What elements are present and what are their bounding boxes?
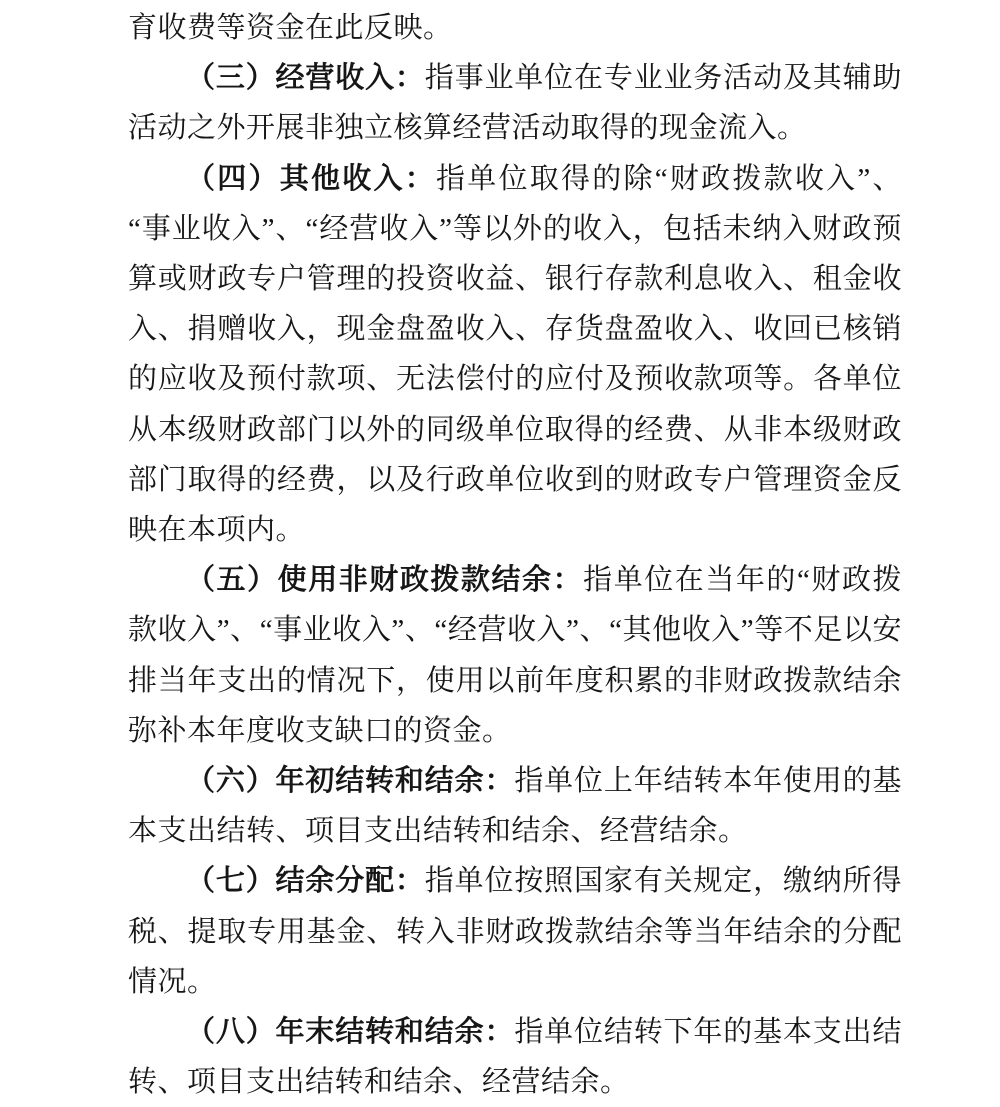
paragraph-body: 指单位按照国家有关规定，缴纳所得税、提取专用基金、转入非财政拨款结余等当年结余的分配情况。 (128, 865, 902, 998)
paragraph-body: 指单位取得的除“财政拨款收入”、“事业收入”、“经营收入”等以外的收入，包括未纳入财政预算或财政专户管理的投资收益、银行存款利息收入、租金收入、捐赠收入，现金盘盈收入、存货盘盈收入、收回已核销的应收及预付款项、无法偿付的应付及预收款项等。各单位从本级财政部门以外的同级单位取得的经费、从非本级财政部门取得的经费，以及行政单位收到的财政专户管理资金反映在本项内。 (128, 162, 902, 547)
paragraph-item-7-surplus-distribution (128, 856, 902, 1007)
paragraph-lead: （五）使用非财政拨款结余： (186, 564, 584, 597)
paragraph-item-5-use-of-non-fiscal-surplus (128, 555, 902, 756)
paragraph-lead: （六）年初结转和结余： (186, 765, 515, 798)
paragraph-item-6-beginning-year-carryover (128, 756, 902, 856)
paragraph-lead: （三）经营收入： (186, 62, 425, 95)
paragraph-body: 指事业单位在专业业务活动及其辅助活动之外开展非独立核算经营活动取得的现金流入。 (128, 62, 902, 145)
paragraph-lead: （七）结余分配： (186, 865, 425, 898)
paragraph-body: 育收费等资金在此反映。 (128, 12, 453, 44)
paragraph-body: 指单位上年结转本年使用的基本支出结转、项目支出结转和结余、经营结余。 (128, 765, 902, 848)
paragraph-item-3-operating-income (128, 53, 902, 153)
paragraph-item-8-year-end-carryover (128, 1007, 902, 1107)
paragraph-lead: （四）其他收入： (186, 162, 436, 195)
paragraph-item-4-other-income (128, 154, 902, 556)
paragraph-continuation (128, 3, 902, 53)
paragraph-body: 指单位结转下年的基本支出结转、项目支出结转和结余、经营结余。 (128, 1016, 902, 1099)
paragraph-body: 指单位在当年的“财政拨款收入”、“事业收入”、“经营收入”、“其他收入”等不足以安排当年支出的情况下，使用以前年度积累的非财政拨款结余弥补本年度收支缺口的资金。 (128, 564, 902, 747)
paragraph-lead: （八）年末结转和结余： (186, 1016, 515, 1049)
